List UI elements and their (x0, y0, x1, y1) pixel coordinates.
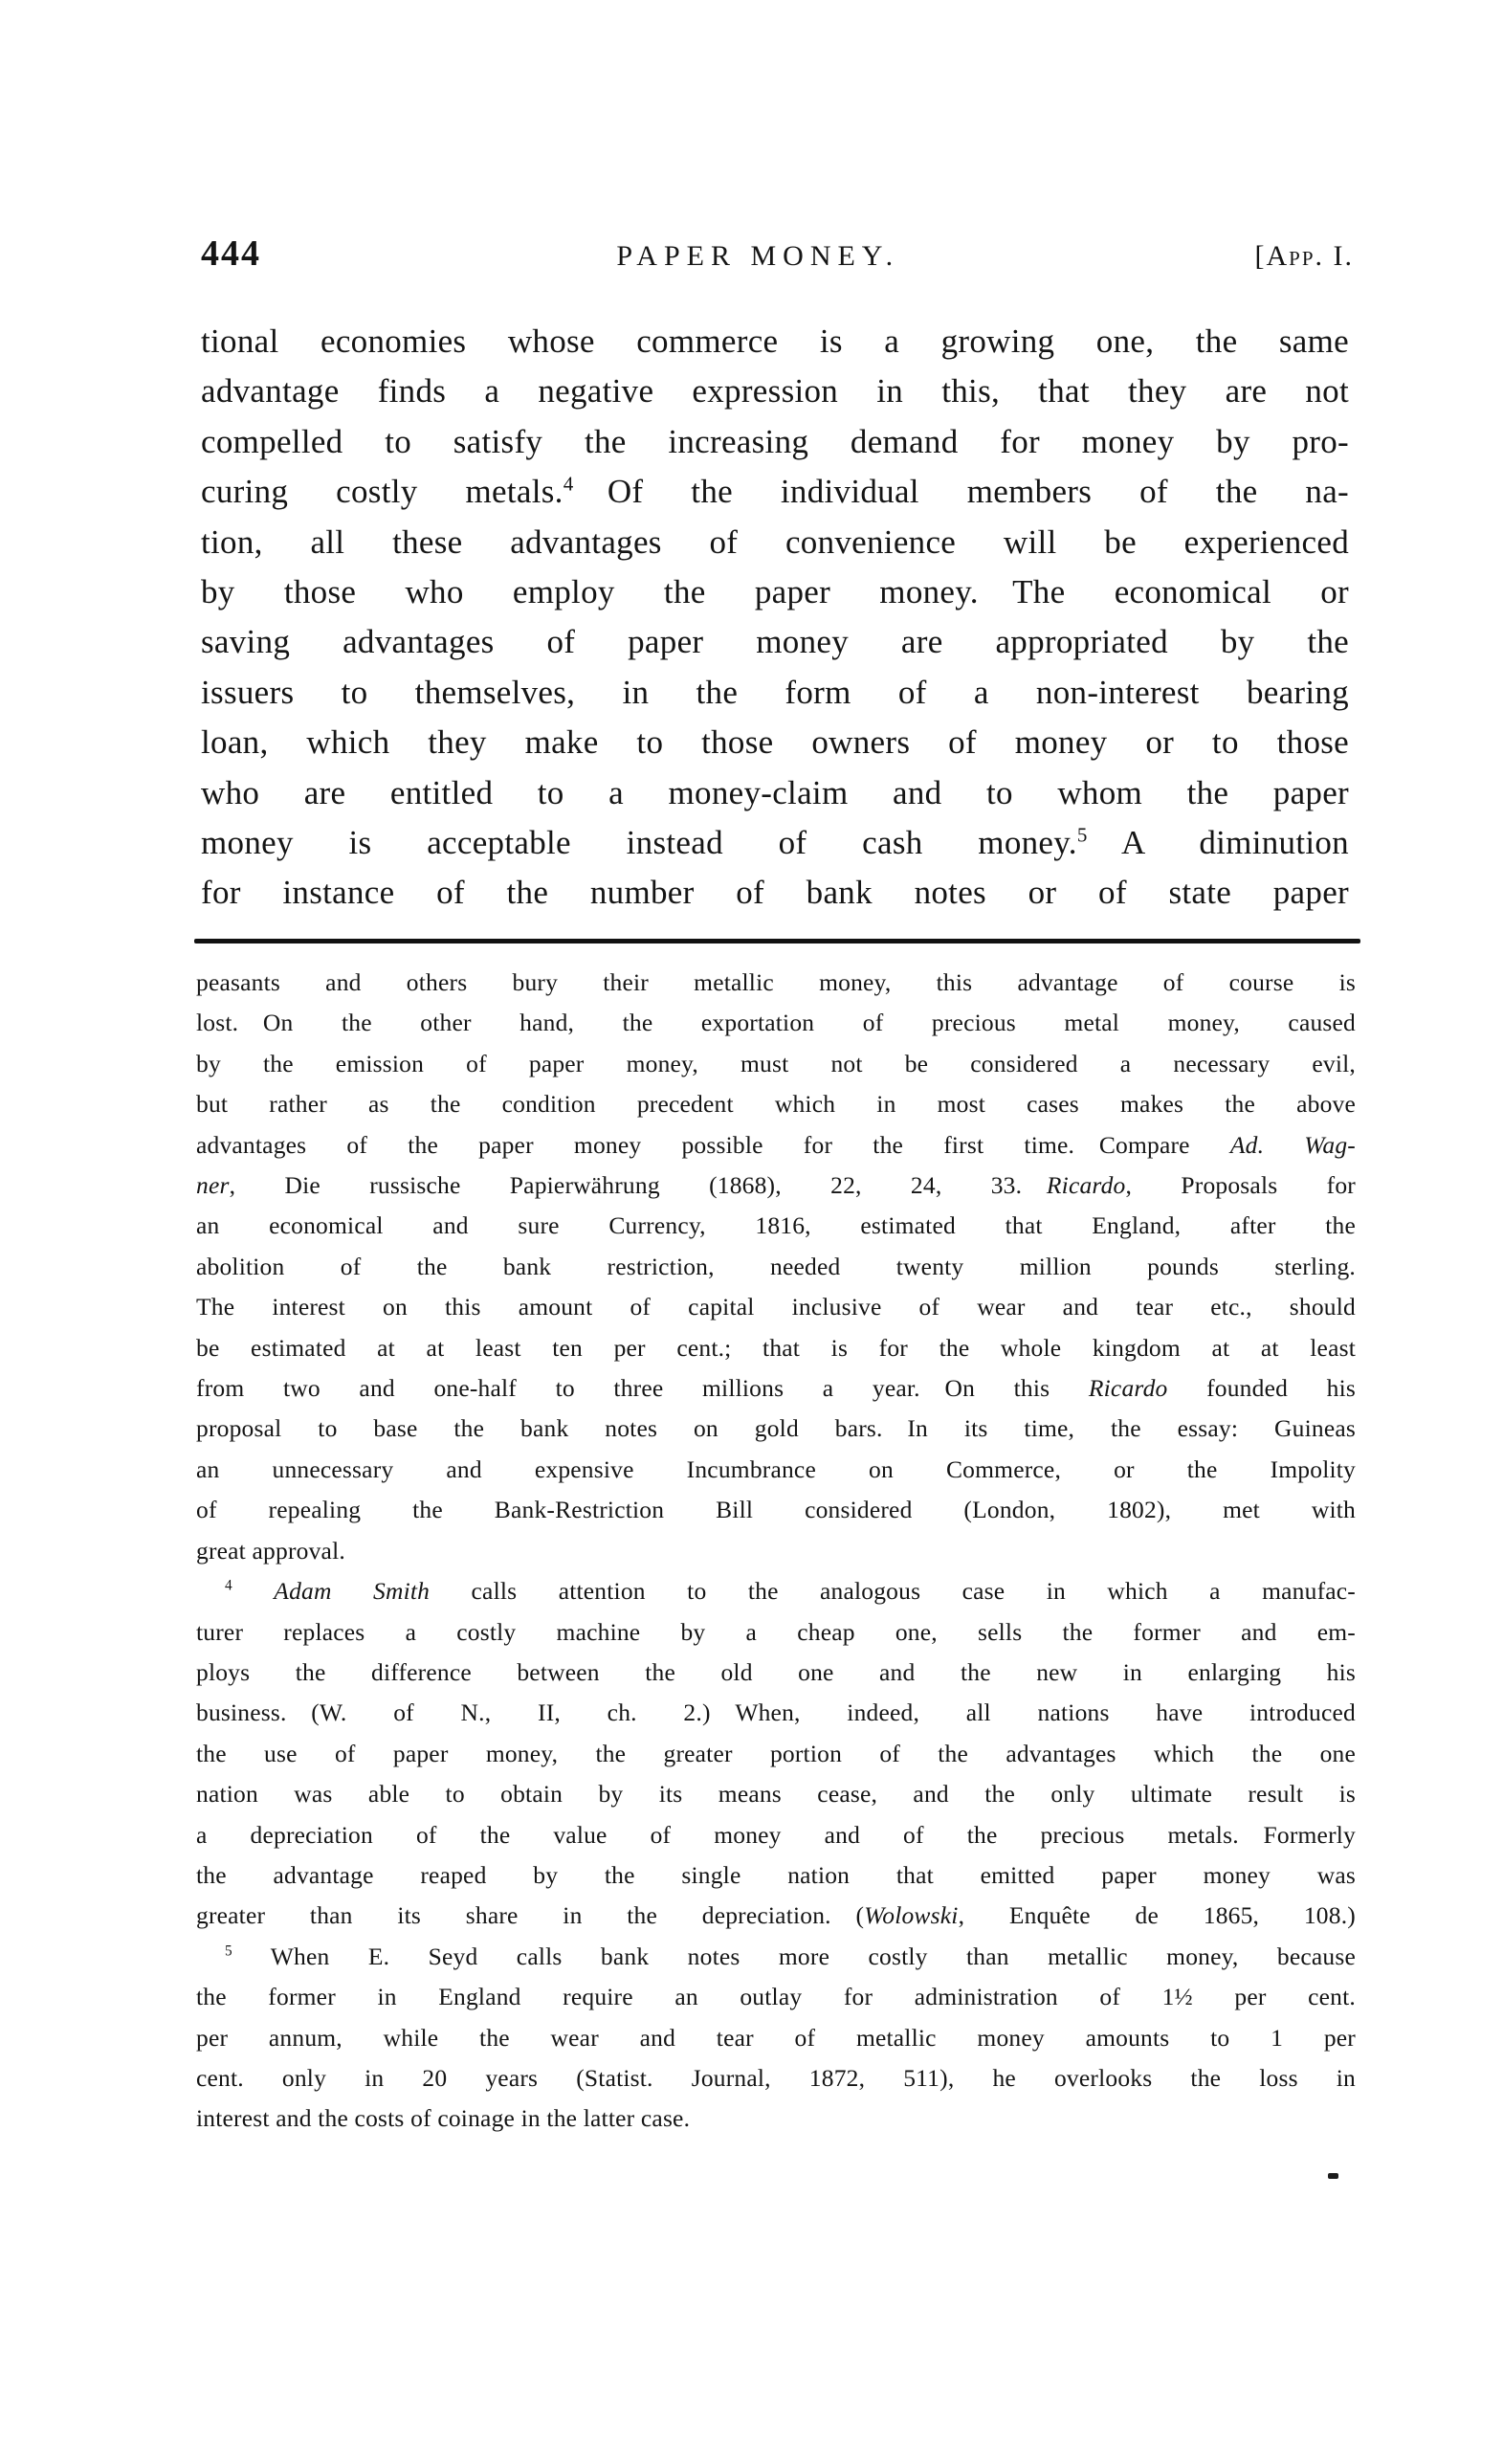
text-line (196, 2018, 1356, 2058)
footnote-marker: 5 (225, 1942, 232, 1960)
text-line (201, 868, 1349, 918)
text-line (196, 1490, 1356, 1530)
text-line (196, 2098, 1356, 2139)
text-segment: the use of paper money, the greater portion of the advantages which the one (196, 1739, 1356, 1767)
text-line (196, 1450, 1356, 1490)
text-segment: abolition of the bank restriction, needed twenty million pounds sterling. (196, 1252, 1356, 1280)
text-segment (232, 1577, 274, 1605)
text-segment: Of the individual members of the na- (573, 473, 1349, 511)
text-line (201, 818, 1349, 868)
text-segment: of repealing the Bank-Restriction Bill considered (London, 1802), met with (196, 1496, 1356, 1524)
text-segment: When E. Seyd calls bank notes more costly than metallic money, because (232, 1942, 1356, 1970)
text-line (196, 1977, 1356, 2017)
text-line (196, 1815, 1356, 1855)
text-segment: ner (196, 1171, 230, 1200)
text-segment: by the emission of paper money, must not be considered a necessary evil, (196, 1049, 1356, 1077)
text-segment: the advantage reaped by the single nation that emitted paper money was (196, 1860, 1356, 1889)
text-segment: loan, which they make to those owners of money or to those (201, 723, 1349, 762)
text-line (201, 317, 1349, 366)
text-segment: per annum, while the wear and tear of metallic money amounts to 1 per (196, 2023, 1356, 2052)
text-line (201, 567, 1349, 617)
text-line (196, 2058, 1356, 2098)
text-segment: , Proposals for (1125, 1171, 1356, 1200)
text-line (196, 1653, 1356, 1693)
text-line (196, 1693, 1356, 1733)
text-line (201, 668, 1349, 718)
text-line (201, 617, 1349, 667)
text-line (196, 1084, 1356, 1124)
text-line (196, 1734, 1356, 1774)
text-segment: Ricardo (1046, 1171, 1126, 1200)
text-segment: the former in England require an outlay for administration of 1½ per cent. (196, 1983, 1356, 2011)
text-line (196, 1247, 1356, 1287)
text-segment: tional economies whose commerce is a growing one, the same (201, 322, 1349, 360)
footnotes (196, 963, 1356, 2140)
text-segment: proposal to base the bank notes on gold bars. In its time, the essay: Guineas (196, 1414, 1356, 1443)
text-segment: be estimated at at least ten per cent.; that is for the whole kingdom at at least (196, 1333, 1356, 1362)
text-line (196, 1368, 1356, 1409)
text-segment: saving advantages of paper money are appropriated by the (201, 623, 1349, 661)
footnote-divider (194, 939, 1360, 943)
text-line (196, 1206, 1356, 1246)
footnote-marker: 5 (1076, 823, 1088, 847)
text-segment: great approval. (196, 1536, 345, 1565)
text-segment: for instance of the number of bank notes or of state paper (201, 874, 1349, 912)
text-line (196, 1571, 1356, 1611)
ink-speck (1328, 2173, 1338, 2179)
text-line (201, 366, 1349, 416)
text-segment: founded his (1167, 1374, 1357, 1403)
text-segment: lost. On the other hand, the exportation of precious metal money, caused (196, 1009, 1356, 1037)
running-title: PAPER MONEY. (616, 240, 900, 272)
text-segment: money is acceptable instead of cash money. (201, 824, 1077, 862)
footnote-marker: 4 (563, 472, 574, 496)
text-segment: peasants and others bury their metallic money, this advantage of course is (196, 968, 1356, 996)
text-line (196, 963, 1356, 1003)
text-segment: an unnecessary and expensive Incumbrance on Commerce, or the Impolity (196, 1454, 1356, 1483)
text-segment: business. (W. of N., II, ch. 2.) When, indeed, all nations have introduced (196, 1698, 1356, 1727)
text-line (196, 1937, 1356, 1977)
footnote-marker: 4 (225, 1577, 232, 1594)
text-line (196, 1044, 1356, 1084)
text-segment: turer replaces a costly machine by a cheap one, sells the former and em- (196, 1617, 1356, 1646)
text-segment: greater than its share in the depreciation. ( (196, 1901, 865, 1930)
text-segment: The interest on this amount of capital inclusive of wear and tear etc., should (196, 1293, 1356, 1321)
page-header (201, 233, 1354, 275)
text-line (196, 1612, 1356, 1653)
text-line (201, 417, 1349, 467)
text-segment: Ricardo (1088, 1374, 1168, 1403)
text-line (196, 1165, 1356, 1206)
text-segment: issuers to themselves, in the form of a non-interest bearing (201, 673, 1349, 711)
text-segment: compelled to satisfy the increasing demand for money by pro- (201, 422, 1349, 460)
text-line (196, 1774, 1356, 1814)
text-segment: Ad. Wag- (1229, 1130, 1356, 1159)
text-segment: advantage finds a negative expression in this, that they are not (201, 372, 1349, 411)
text-line (196, 1531, 1356, 1571)
text-line (196, 1287, 1356, 1327)
text-segment: nation was able to obtain by its means cease, and the only ultimate result is (196, 1780, 1356, 1809)
text-segment: , Enquête de 1865, 108.) (958, 1901, 1356, 1930)
text-line (196, 1896, 1356, 1936)
text-segment: advantages of the paper money possible for the first time. Compare (196, 1130, 1230, 1159)
text-segment: by those who employ the paper money. The economical or (201, 573, 1349, 611)
text-segment: from two and one-half to three millions a year. On this (196, 1374, 1089, 1403)
text-segment: , Die russische Papierwährung (1868), 22, 24, 33. (229, 1171, 1047, 1200)
text-line (201, 768, 1349, 818)
text-segment: an economical and sure Currency, 1816, estimated that England, after the (196, 1211, 1356, 1240)
text-segment: curing costly metals. (201, 473, 564, 511)
text-segment: Adam Smith (274, 1577, 431, 1606)
text-line (196, 1125, 1356, 1165)
text-line (196, 1003, 1356, 1043)
text-segment: but rather as the condition precedent which in most cases makes the above (196, 1090, 1356, 1119)
text-segment: calls attention to the analogous case in which a manufac- (430, 1577, 1356, 1606)
appendix-label: [App. I. (1254, 240, 1354, 272)
text-line (196, 1409, 1356, 1449)
text-segment: interest and the costs of coinage in the latter case. (196, 2104, 691, 2133)
text-segment: A diminution (1087, 824, 1349, 862)
text-segment: a depreciation of the value of money and of the precious metals. Formerly (196, 1820, 1356, 1849)
text-line (196, 1855, 1356, 1896)
text-segment: who are entitled to a money-claim and to whom the paper (201, 773, 1349, 811)
page-number: 444 (201, 233, 261, 274)
text-segment: ploys the difference between the old one and the new in enlarging his (196, 1657, 1356, 1686)
text-segment: cent. only in 20 years (Statist. Journal, 1872, 511), he overlooks the loss in (196, 2063, 1356, 2092)
text-line (201, 467, 1349, 517)
text-line (196, 1328, 1356, 1368)
text-segment: tion, all these advantages of convenience will be experienced (201, 522, 1349, 561)
text-line (201, 718, 1349, 767)
text-segment: Wolowski (864, 1901, 959, 1930)
text-line (201, 518, 1349, 567)
body-text (201, 317, 1349, 919)
